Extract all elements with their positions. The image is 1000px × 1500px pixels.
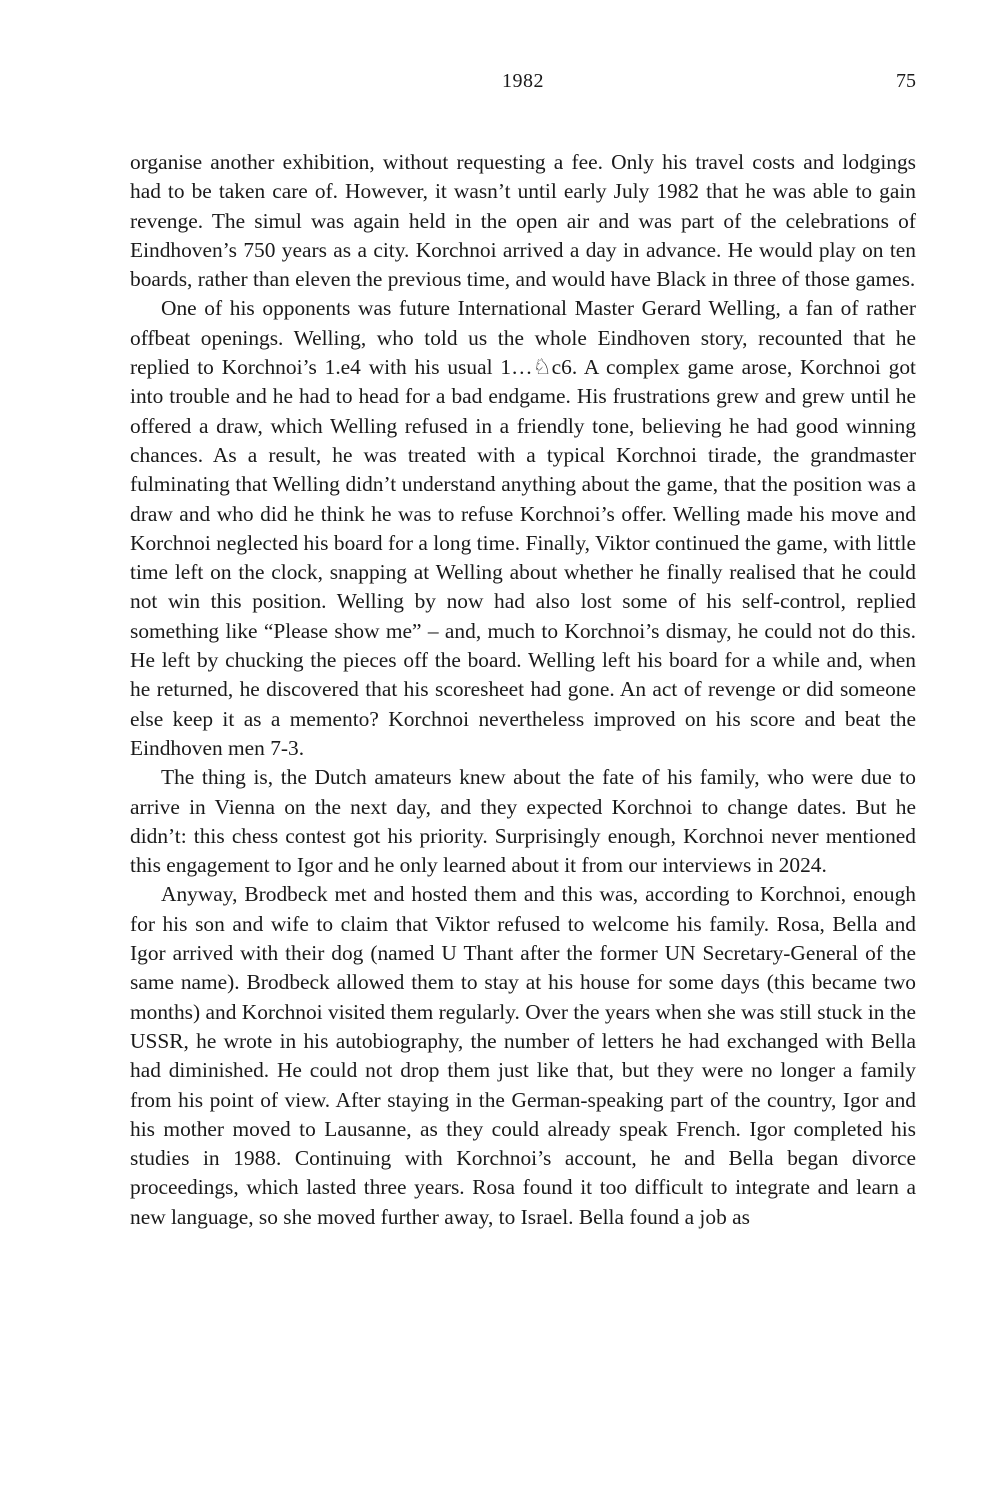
paragraph-4: Anyway, Brodbeck met and hosted them and this was, according to Korchnoi, enough for his son and wife to claim that Viktor refused to welcome his family. Rosa, Bella and Igor arrived with their dog (named U Thant after the former UN Secretary-General of the same name). Brodbeck allowed them to stay at his house for some days (this became two months) and Korchnoi visited them regularly. Over the years when she was still stuck in the USSR, he wrote in his autobiography, the number of letters he had exchanged with Bella had diminished. He could not drop them just like that, but they were no longer a family from his point of view. After staying in the German-speaking part of the country, Igor and his mother moved to Lausanne, as they could already speak French. Igor completed his studies in 1988. Continuing with Korchnoi’s account, he and Bella began divorce proceedings, which lasted three years. Rosa found it too difficult to integrate and learn a new language, so she moved further away, to Israel. Bella found a job as [130,882,916,1229]
paragraph-1: organise another exhibition, without requesting a fee. Only his travel costs and lodgings had to be taken care of. However, it wasn’t until early July 1982 that he was able to gain revenge. The simul was again held in the open air and was part of the celebrations of Eindhoven’s 750 years as a city. Korchnoi arrived a day in advance. He would play on ten boards, rather than eleven the previous time, and would have Black in three of those games. [130,150,916,292]
page-number: 75 [896,70,916,92]
running-title: 1982 [502,70,544,92]
paragraph-2: One of his opponents was future International Master Gerard Welling, a fan of rather offbeat openings. Welling, who told us the whole Eindhoven story, recounted that he replied to Korchnoi’s 1.e4 with his usual 1…♘c6. A complex game arose, Korchnoi got into trouble and he had to head for a bad endgame. His frustrations grew and grew until he offered a draw, which Welling refused in a friendly tone, believing he had good winning chances. As a result, he was treated with a typical Korchnoi tirade, the grandmaster fulminating that Welling didn’t understand anything about the game, that the position was a draw and who did he think he was to refuse Korchnoi’s offer. Welling made his move and Korchnoi neglected his board for a long time. Finally, Viktor continued the game, with little time left on the clock, snapping at Welling about whether he finally realised that he could not win this position. Welling by now had also lost some of his self-control, replied something like “Please show me” – and, much to Korchnoi’s dismay, he could not do this. He left by chucking the pieces off the board. Welling left his board for a while and, when he returned, he discovered that his scoresheet had gone. An act of revenge or did someone else keep it as a memento? Korchnoi nevertheless improved on his score and beat the Eindhoven men 7-3. [130,296,916,760]
running-head [0,66,1000,96]
body-text [130,148,916,1232]
paragraph-3: The thing is, the Dutch amateurs knew about the fate of his family, who were due to arrive in Vienna on the next day, and they expected Korchnoi to change dates. But he didn’t: this chess contest got his priority. Surprisingly enough, Korchnoi never mentioned this engagement to Igor and he only learned about it from our interviews in 2024. [130,765,916,878]
